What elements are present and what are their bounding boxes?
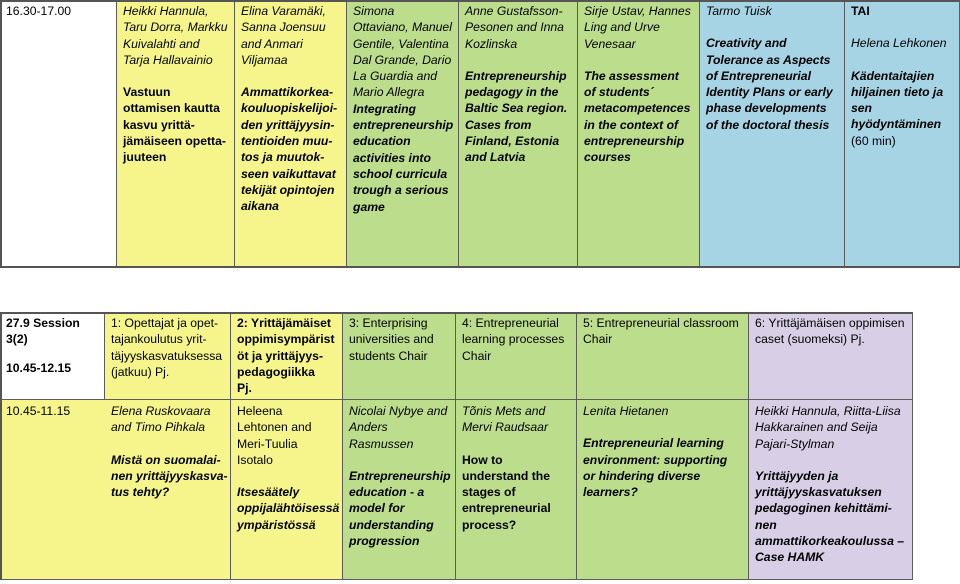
talk-duration: (60 min) bbox=[851, 133, 896, 148]
track-label: 2: Yrittäjämäiset oppimisympärist öt ja yrittäjyys-pedagogiikka bbox=[237, 316, 335, 379]
talk-cell-lehtonen bbox=[231, 400, 343, 580]
talk-cell-ustav bbox=[578, 0, 700, 268]
talk-cell-tuisk bbox=[700, 0, 845, 268]
track-header-6 bbox=[749, 312, 913, 400]
talk-title: Ammattikorkea-kouluopiskelijoi-den yrittäjyysin-tentioiden muu-tos ja muutok-seen vaikuttavat tekijät opintojen aikana bbox=[241, 85, 338, 214]
talk-authors: Anne Gustafsson-Pesonen and Inna Kozlinska bbox=[465, 4, 564, 51]
track-label: 5: Entrepreneurial classroom bbox=[583, 316, 739, 330]
talk-title: Itsesäätely oppijalähtöisessä ympäristössä bbox=[237, 485, 340, 532]
talk-cell-hietanen bbox=[577, 400, 749, 580]
time-cell-1 bbox=[0, 0, 117, 268]
talk-authors: Simona Ottaviano, Manuel Gentile, Valentina Dal Grande, Dario La Guardia and Mario Allegra bbox=[353, 4, 452, 100]
talk-authors: Lenita Hietanen bbox=[583, 404, 669, 418]
talk-cell-lehkonen bbox=[845, 0, 960, 268]
track-label: 1: Opettajat ja opet-tajankoulutus yrit-täjyyskasvatuksessa (jatkuu) bbox=[111, 316, 223, 379]
talk-cell-mets bbox=[456, 400, 577, 580]
talk-authors: Heleena Lehtonen and Meri-Tuulia Isotalo bbox=[237, 404, 312, 467]
talk-authors: Sirje Ustav, Hannes Ling and Urve Venesaar bbox=[584, 4, 691, 51]
track-header-1 bbox=[105, 312, 231, 400]
talk-title: The assessment of students´ metacompetences in the context of entrepreneurship courses bbox=[584, 68, 691, 165]
talk-cell-nybye bbox=[343, 400, 456, 580]
row-time: 10.45-11.15 bbox=[6, 404, 71, 418]
track-chair: Pj. bbox=[850, 332, 865, 347]
session-label: 27.9 Session 3(2) bbox=[6, 316, 80, 347]
talk-cell-gustafsson bbox=[459, 0, 578, 268]
track-chair: Chair bbox=[583, 332, 613, 347]
track-label: 6: Yrittäjämäisen oppimisen caset (suomeksi) bbox=[755, 316, 905, 347]
track-chair: Pj. bbox=[155, 364, 170, 379]
talk-authors: Elina Varamäki, Sanna Joensuu and Anmari Viljamaa bbox=[241, 4, 326, 67]
talk-title: Integrating entrepreneurship education activities into school curricula trough a serious game bbox=[353, 101, 454, 214]
talk-title: Kädentaitajien hiljainen tieto ja sen hyödyntäminen bbox=[851, 68, 944, 132]
talk-cell-hannula bbox=[117, 0, 235, 268]
time-label: 16.30-17.00 bbox=[6, 4, 72, 18]
talk-authors: Helena Lehkonen bbox=[851, 36, 947, 51]
talk-title: Mistä on suomalai-nen yrittäjyyskasva-tus tehty? bbox=[111, 452, 228, 500]
talk-authors: Heikki Hannula, Riitta-Liisa Hakkarainen and Seija Pajari-Stylman bbox=[755, 404, 901, 451]
track-header-5 bbox=[577, 312, 749, 400]
talk-authors: Nicolai Nybye and Anders Rasmussen bbox=[349, 404, 448, 451]
talk-title: Entrepreneurship pedagogy in the Baltic Sea region. Cases from Finland, Estonia and Latvia bbox=[465, 68, 568, 165]
talk-authors: Tarmo Tuisk bbox=[706, 4, 772, 18]
talk-title: Creativity and Tolerance as Aspects of Entrepreneurial Identity Plans or early phase developments of the doctoral thesis bbox=[706, 36, 833, 132]
talk-title: Entrepreneurship education - a model for understanding progression bbox=[349, 468, 451, 549]
talk-authors: Elena Ruskovaara and Timo Pihkala bbox=[111, 404, 211, 435]
session-cell bbox=[0, 312, 105, 400]
talk-title: Entrepreneurial learning environment: supporting or hindering diverse learners? bbox=[583, 436, 728, 500]
talk-ruskovaara bbox=[111, 403, 229, 500]
talk-authors: Heikki Hannula, Taru Dorra, Markku Kuivalahti and Tarja Hallavainio bbox=[123, 4, 228, 67]
track-chair: Pj. bbox=[237, 381, 252, 396]
track-chair: Chair bbox=[462, 348, 492, 363]
track-header-3 bbox=[343, 312, 456, 400]
column-heading-tai: TAI bbox=[851, 4, 870, 18]
track-chair: Chair bbox=[398, 348, 428, 363]
session-time: 10.45-12.15 bbox=[6, 360, 72, 375]
talk-title: Vastuun ottamisen kautta kasvu yrittä-jämäiseen opetta-juuteen bbox=[123, 85, 226, 165]
track-header-4 bbox=[456, 312, 577, 400]
talk-cell-hannula-hamk bbox=[749, 400, 913, 580]
track-label: 3: Enterprising universities and students bbox=[349, 316, 434, 363]
track-header-2 bbox=[231, 312, 343, 400]
track-label: 4: Entrepreneurial learning processes bbox=[462, 316, 565, 347]
talk-title: How to understand the stages of entrepreneurial process? bbox=[462, 452, 551, 532]
talk-cell-varamaki bbox=[235, 0, 347, 268]
talk-title: Yrittäjyyden ja yrittäjyyskasvatuksen pedagoginen kehittämi-nen ammattikorkeakoulussa – Case HAMK bbox=[755, 468, 905, 565]
talk-authors: Tõnis Mets and Mervi Raudsaar bbox=[462, 404, 549, 435]
talk-cell-ottaviano bbox=[347, 0, 459, 268]
row-time-cell bbox=[0, 400, 105, 580]
